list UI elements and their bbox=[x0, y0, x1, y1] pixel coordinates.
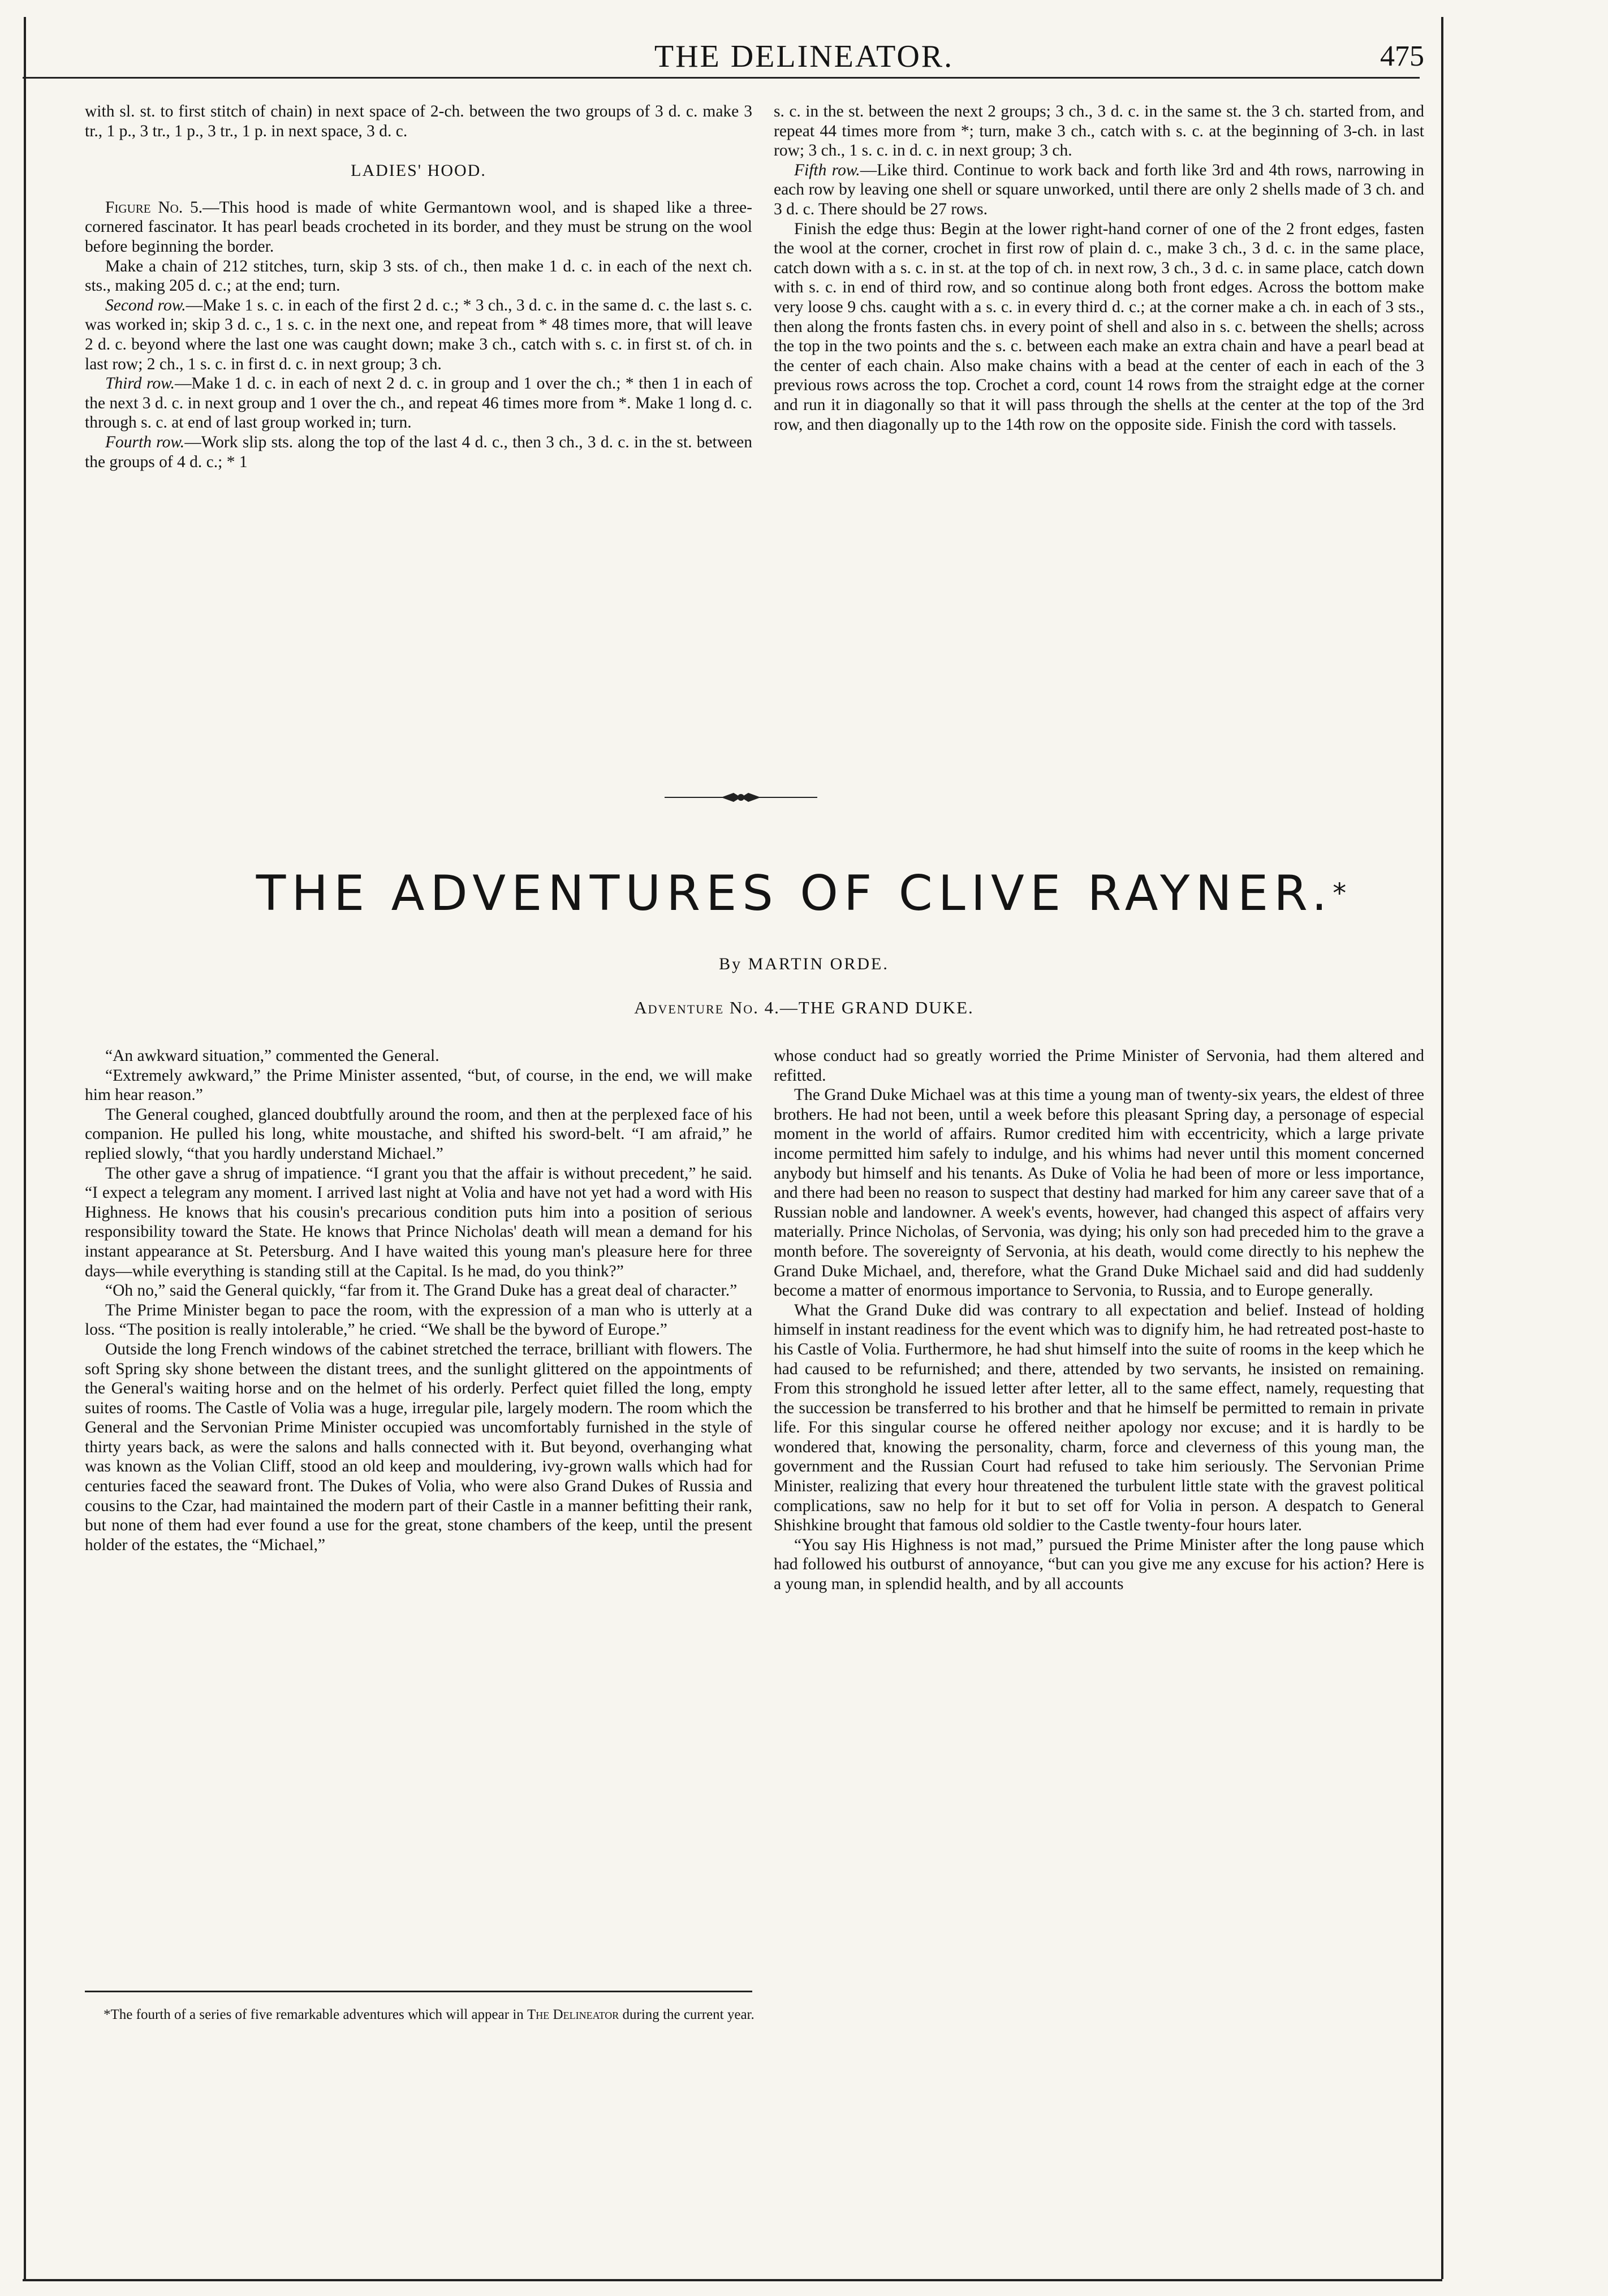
hood-figure-paragraph: Figure No. 5.—This hood is made of white Germantown wool, and is shaped like a three-cornered fascinator. It has pearl beads crocheted in its border, and they must be strung on the wool before beginning the border. bbox=[85, 198, 752, 256]
hood-heading: LADIES' HOOD. bbox=[351, 161, 486, 180]
footnote-publication: The Delineator bbox=[527, 2007, 619, 2022]
story-title: THE ADVENTURES OF CLIVE RAYNER.* bbox=[256, 865, 1352, 922]
story-right-column bbox=[774, 1046, 1424, 1594]
right-border-rule bbox=[1441, 17, 1443, 2279]
story-paragraph: What the Grand Duke did was contrary to all expectation and belief. Instead of holding himself in instant readiness for the event which was to dignify him, he had retreated post-haste to his Castle of Volia. Furthermore, he had shut himself into the suite of rooms in the keep which he had caused to be refurnished; and there, attended by two servants, he insisted on remaining. From this stronghold he issued letter after letter, all to the same effect, namely, requesting that the succession be transferred to his brother and that he himself be permitted to remain in private life. For this singular course he offered neither apology nor excuse; and it is hardly to be wondered that, knowing the personality, charm, force and cleverness of this young man, the government and the Russian Court had refused to take him seriously. The Servonian Prime Minister, realizing that every hour threatened the turbulent little state with the gravest political complications, saw no help for it but to set off for Volia in person. A despatch to General Shishkine brought that famous old soldier to the Castle twenty-four hours later. bbox=[774, 1301, 1424, 1535]
story-paragraph: “An awkward situation,” commented the General. bbox=[105, 1047, 439, 1065]
story-paragraph: “Extremely awkward,” the Prime Minister assented, “but, of course, in the end, we will make him hear reason.” bbox=[85, 1066, 752, 1104]
bottom-border-rule bbox=[23, 2279, 1442, 2281]
adventure-heading: Adventure No. 4.—THE GRAND DUKE. bbox=[634, 998, 974, 1017]
hood-fourth-row: Fourth row.—Work slip sts. along the top of the last 4 d. c., then 3 ch., 3 d. c. in the st. between the groups of 4 d. c.; * 1 bbox=[85, 433, 752, 471]
figure-label: Figure No. 5. bbox=[105, 198, 203, 217]
hood-continued-text: with sl. st. to first stitch of chain) in next space of 2-ch. between the two groups of 3 d. c. make 3 tr., 1 p., 3 tr., 1 p., 3 tr., 1 p. in next space, 3 d. c. bbox=[85, 102, 752, 140]
hood-fifth-row: Fifth row.—Like third. Continue to work back and forth like 3rd and 4th rows, narrowing in each row by leaving one shell or square unworked, until there are only 2 shells made of 3 ch. and 3 d. c. There should be 27 rows. bbox=[774, 161, 1425, 218]
story-paragraph: The Prime Minister began to pace the room, with the expression of a man who is utterly at a loss. “The position is really intolerable,” he cried. “We shall be the byword of Europe.” bbox=[85, 1301, 752, 1339]
ornament-divider bbox=[665, 791, 817, 804]
footnote-rule bbox=[85, 1991, 752, 1992]
story-paragraph: The General coughed, glanced doubtfully around the room, and then at the perplexed face of his companion. He pulled his long, white moustache, and shifted his sword-belt. “I am afraid,” he replied slowly, “that you hardly understand Michael.” bbox=[85, 1105, 752, 1163]
magazine-title: THE DELINEATOR. bbox=[654, 39, 954, 74]
story-paragraph: whose conduct had so greatly worried the Prime Minister of Servonia, had them altered and refitted. bbox=[774, 1047, 1424, 1085]
title-footnote-mark: * bbox=[1333, 878, 1352, 909]
header-rule bbox=[23, 77, 1420, 79]
hood-right-column bbox=[774, 102, 1424, 434]
story-paragraph: The Grand Duke Michael was at this time a young man of twenty-six years, the eldest of three brothers. He had not been, until a week before this pleasant Spring day, a personage of especial moment in the world of affairs. Rumor credited him with eccentricity, which a large private income permitted him safely to indulge, and his whims had never until this moment concerned anybody but himself and his tenants. As Duke of Volia he had been of more or less importance, and there had been no reason to suspect that destiny had marked for him any career save that of a Russian noble and landowner. A week's events, however, had changed this aspect of affairs very materially. Prince Nicholas, of Servonia, was dying; his only son had preceded him to the grave a month before. The sovereignty of Servonia, at his death, would come directly to his nephew the Grand Duke Michael, and, therefore, what the Grand Duke Michael said and did had suddenly become a matter of enormous importance to Servonia, to Russia, and to Europe generally. bbox=[774, 1086, 1424, 1300]
hood-second-row: Second row.—Make 1 s. c. in each of the first 2 d. c.; * 3 ch., 3 d. c. in the same d. c. the last s. c. was worked in; skip 3 d. c., 1 s. c. in the next one, and repeat from * 48 times more, that will leave 2 d. c. beyond where the last one was caught down; make 3 ch., catch with s. c. in first st. of ch. in last row; 2 ch., 1 s. c. in first d. c. in next group; 3 ch. bbox=[85, 296, 752, 373]
byline: By MARTIN ORDE. bbox=[719, 955, 889, 973]
story-left-column bbox=[85, 1046, 752, 1555]
hood-finish-paragraph: Finish the edge thus: Begin at the lower right-hand corner of one of the 2 front edges, fasten the wool at the corner, crochet in first row of plain d. c., make 3 ch., 3 d. c. in the same place, catch down with a s. c. in st. at the top of ch. in next row, 3 ch., 3 d. c. in same place, catch down with s. c. in end of third row, and so continue along both front edges. Across the bottom make very loose 9 chs. caught with a s. c. in every third d. c.; at the corner make a ch. in each of 3 sts., then along the fronts fasten chs. in every point of shell and also in s. c. between the shells; across the top in the two points and the s. c. between each make an extra chain and have a pearl bead at the center of each chain. Also make chains with a bead at the center of each in each of the 3 previous rows across the top. Crochet a cord, count 14 rows from the straight edge at the corner and run it in diagonally so that it will pass through the shells at the center at the top of the 3rd row, and then diagonally up to the 14th row on the opposite side. Finish the cord with tassels. bbox=[774, 219, 1424, 434]
hood-chain-paragraph: Make a chain of 212 stitches, turn, skip 3 sts. of ch., then make 1 d. c. in each of the next ch. sts., making 205 d. c.; at the end; turn. bbox=[85, 257, 752, 295]
story-paragraph: “Oh no,” said the General quickly, “far from it. The Grand Duke has a great deal of character.” bbox=[105, 1281, 738, 1300]
story-paragraph: “You say His Highness is not mad,” pursued the Prime Minister after the long pause which had followed his outburst of annoyance, “but can you give me any excuse for his action? Here is a young man, in splendid health, and by all accounts bbox=[774, 1535, 1424, 1594]
story-paragraph: Outside the long French windows of the cabinet stretched the terrace, brilliant with flowers. The soft Spring sky shone between the distant trees, and the sunlight glittered on the appointments of the General's waiting horse and on the helmet of his orderly. Perfect quiet filled the long, empty suites of rooms. The Castle of Volia was a huge, irregular pile, largely modern. The room which the General and the Servonian Prime Minister occupied was uncomfortably furnished in the style of thirty years back, as were the salons and halls connected with it. But beyond, overhanging what was known as the Volian Cliff, stood an old keep and mouldering, ivy-grown walls which had for centuries faced the seaward front. The Dukes of Volia, who were also Grand Dukes of Russia and cousins to the Czar, had maintained the modern part of their Castle in a manner befitting their rank, but none of them had ever found a use for the great, stone chambers of the keep, until the present holder of the estates, the “Michael,” bbox=[85, 1340, 752, 1554]
hood-third-row: Third row.—Make 1 d. c. in each of next 2 d. c. in group and 1 over the ch.; * then 1 in each of the next 3 d. c. in next group and 1 over the ch., and repeat 46 times more from *. Make 1 long d. c. through s. c. at end of last group worked in; turn. bbox=[85, 374, 752, 432]
footnote: *The fourth of a series of five remarkable adventures which will appear in The Delineator during the current year. bbox=[104, 2007, 755, 2022]
left-border-rule bbox=[24, 17, 26, 2279]
page-number: 475 bbox=[1380, 40, 1424, 72]
hood-left-column bbox=[85, 102, 752, 472]
hood-right-continued: s. c. in the st. between the next 2 groups; 3 ch., 3 d. c. in the same st. the 3 ch. started from, and repeat 44 times more from *; turn, make 3 ch., catch with s. c. at the beginning of 3-ch. in last row; 3 ch., 1 s. c. in d. c. in next group; 3 ch. bbox=[774, 102, 1424, 160]
story-paragraph: The other gave a shrug of impatience. “I grant you that the affair is without precedent,” he said. “I expect a telegram any moment. I arrived last night at Volia and have not yet had a word with His Highness. He knows that his cousin's precarious condition puts him into a position of serious responsibility toward the State. He knows that Prince Nicholas' death will mean a demand for his instant appearance at St. Petersburg. And I have waited this young man's pleasure here for three days—while everything is standing still at the Capital. Is he mad, do you think?” bbox=[85, 1164, 752, 1280]
